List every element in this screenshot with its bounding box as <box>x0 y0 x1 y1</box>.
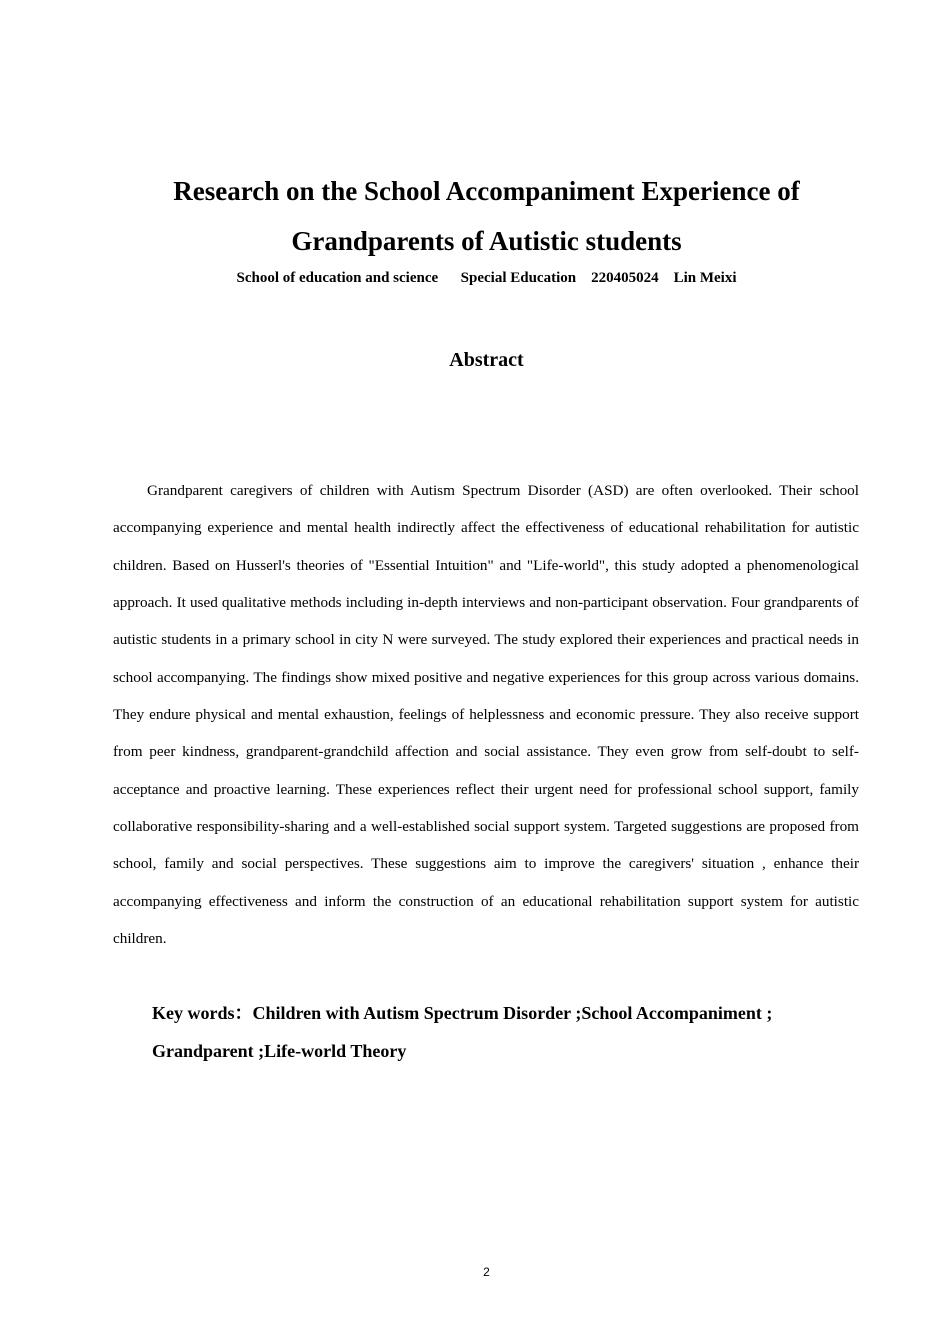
abstract-heading: Abstract <box>449 349 524 371</box>
keywords-line-2: Grandparent ;Life-world Theory <box>152 1040 407 1061</box>
paper-title-line-1: Research on the School Accompaniment Experience of <box>173 176 800 206</box>
paper-title <box>110 166 863 266</box>
keywords-line-1: Key words：Children with Autism Spectrum Disorder ;School Accompaniment ; <box>152 1003 773 1023</box>
page-number: 2 <box>483 1265 490 1279</box>
keywords <box>152 995 852 1070</box>
abstract-body: Grandparent caregivers of children with Autism Spectrum Disorder (ASD) are often overlooked. Their school accompanying experience and mental health indirectly affect the effectiveness of educational rehabilitation for autistic children. Based on Husserl's theories of "Essential Intuition" and "Life-world", this study adopted a phenomenological approach. It used qualitative methods including in-depth interviews and non-participant observation. Four grandparents of autistic students in a primary school in city N were surveyed. The study explored their experiences and practical needs in school accompanying. The findings show mixed positive and negative experiences for this group across various domains. They endure physical and mental exhaustion, feelings of helplessness and economic pressure. They also receive support from peer kindness, grandparent-grandchild affection and social assistance. They even grow from self-doubt to self-acceptance and proactive learning. These experiences reflect their urgent need for professional school support, family collaborative responsibility-sharing and a well-established social support system. Targeted suggestions are proposed from school, family and social perspectives. These suggestions aim to improve the caregivers' situation , enhance their accompanying effectiveness and inform the construction of an educational rehabilitation support system for autistic children. <box>113 482 859 948</box>
author-affiliation: School of education and science Special Education 220405024 Lin Meixi <box>236 270 737 286</box>
paper-title-line-2: Grandparents of Autistic students <box>291 226 682 256</box>
